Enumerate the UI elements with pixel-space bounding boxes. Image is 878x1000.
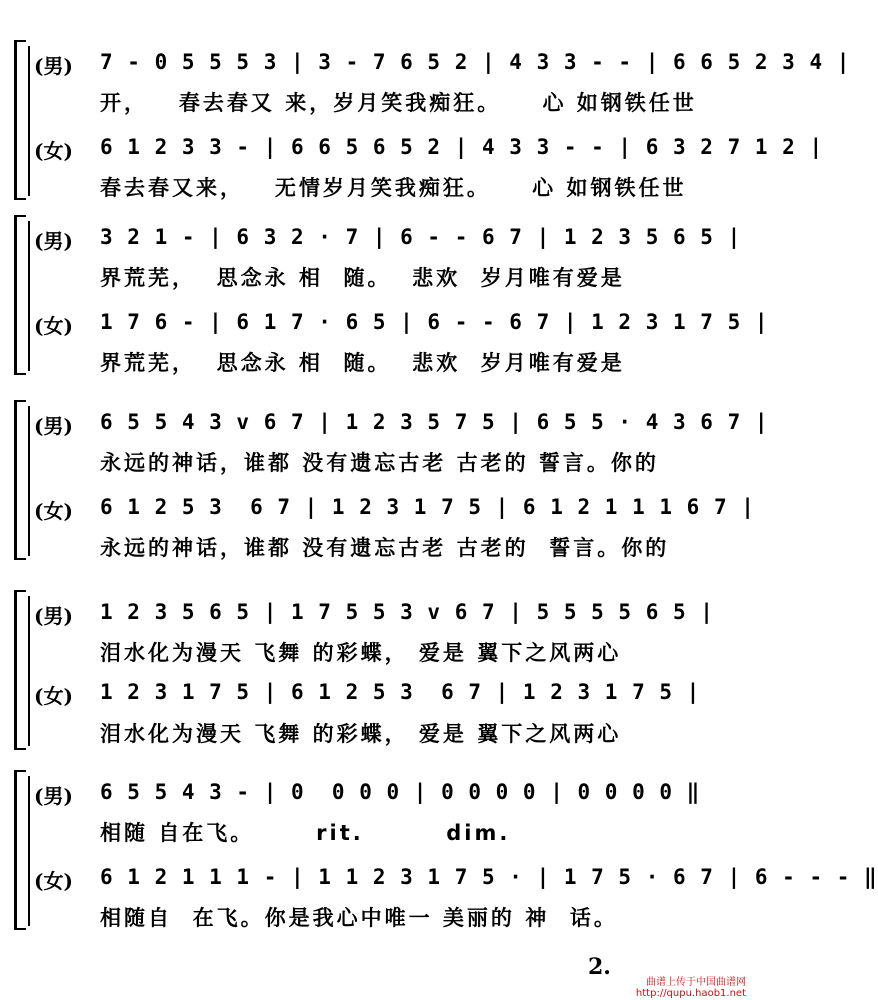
score-system-1 [0,40,851,220]
system-brace [14,770,26,930]
female-lyrics-line: 泪水化为漫天 飞舞 的彩蝶， 爱是 翼下之风两心 [100,722,622,746]
female-part-label: (女) [34,139,73,163]
page-number: 2. [588,954,611,980]
watermark-title: 曲谱上传于中国曲谱网 [646,977,746,988]
site-watermark [618,977,746,999]
female-notation-line: 1 2 3 1 7 5 | 6 1 2 5 3 6 7 | 1 2 3 1 7 5 | [100,680,701,704]
female-notation-line: 6 1 2 1 1 1 - | 1 1 2 3 1 7 5 · | 1 7 5 · 6 7 | 6 - - - ‖ [100,865,878,889]
male-notation-line: 7 - 0 5 5 5 3 | 3 - 7 6 5 2 | 4 3 3 - - | 6 6 5 2 3 4 | [100,50,851,74]
system-barline [28,776,30,926]
female-part-label: (女) [34,869,73,893]
score-system-5 [0,770,878,950]
male-lyrics-line: 界荒芜， 思念永 相 随。 悲欢 岁月唯有爱是 [100,266,625,290]
system-barline [28,46,30,196]
system-barline [28,406,30,556]
female-lyrics-line: 界荒芜， 思念永 相 随。 悲欢 岁月唯有爱是 [100,351,625,375]
male-notation-line: 1 2 3 5 6 5 | 1 7 5 5 3 v 6 7 | 5 5 5 5 6 5 | [100,600,714,624]
female-part-label: (女) [34,684,73,708]
male-notation-line: 3 2 1 - | 6 3 2 · 7 | 6 - - 6 7 | 1 2 3 5 6 5 | [100,225,742,249]
female-lyrics-line: 春去春又来， 无情岁月笑我痴狂。 心 如钢铁任世 [100,176,687,200]
male-part-label: (男) [34,604,73,628]
male-part-label: (男) [34,414,73,438]
female-notation-line: 6 1 2 3 3 - | 6 6 5 6 5 2 | 4 3 3 - - | 6 3 2 7 1 2 | [100,135,824,159]
score-system-4 [0,590,750,770]
male-part-label: (男) [34,784,73,808]
male-lyrics-line: 开， 春去春又 来，岁月笑我痴狂。 心 如钢铁任世 [100,91,697,115]
male-lyrics-line: 永远的神话，谁都 没有遗忘古老 古老的 誓言。你的 [100,451,659,475]
system-brace [14,590,26,750]
male-notation-line: 6 5 5 4 3 - | 0 0 0 0 | 0 0 0 0 | 0 0 0 0 ‖ [100,780,701,804]
system-barline [28,221,30,371]
system-barline [28,596,30,746]
male-lyrics-line: 泪水化为漫天 飞舞 的彩蝶， 爱是 翼下之风两心 [100,641,622,665]
female-part-label: (女) [34,314,73,338]
male-part-label: (男) [34,54,73,78]
female-notation-line: 6 1 2 5 3 6 7 | 1 2 3 1 7 5 | 6 1 2 1 1 1 6 7 | [100,495,755,519]
female-notation-line: 1 7 6 - | 6 1 7 · 6 5 | 6 - - 6 7 | 1 2 3 1 7 5 | [100,310,769,334]
score-system-2 [0,215,769,395]
system-brace [14,400,26,560]
female-part-label: (女) [34,499,73,523]
male-lyrics-line: 相随 自在飞。 rit. dim. [100,821,511,845]
watermark-url: http://qupu.haob1.net [635,988,746,999]
system-brace [14,40,26,200]
score-system-3 [0,400,769,580]
female-lyrics-line: 相随自 在飞。你是我心中唯一 美丽的 神 话。 [100,906,618,930]
system-brace [14,215,26,375]
male-notation-line: 6 5 5 4 3 v 6 7 | 1 2 3 5 7 5 | 6 5 5 · 4 3 6 7 | [100,410,769,434]
female-lyrics-line: 永远的神话，谁都 没有遗忘古老 古老的 誓言。你的 [100,536,670,560]
male-part-label: (男) [34,229,73,253]
